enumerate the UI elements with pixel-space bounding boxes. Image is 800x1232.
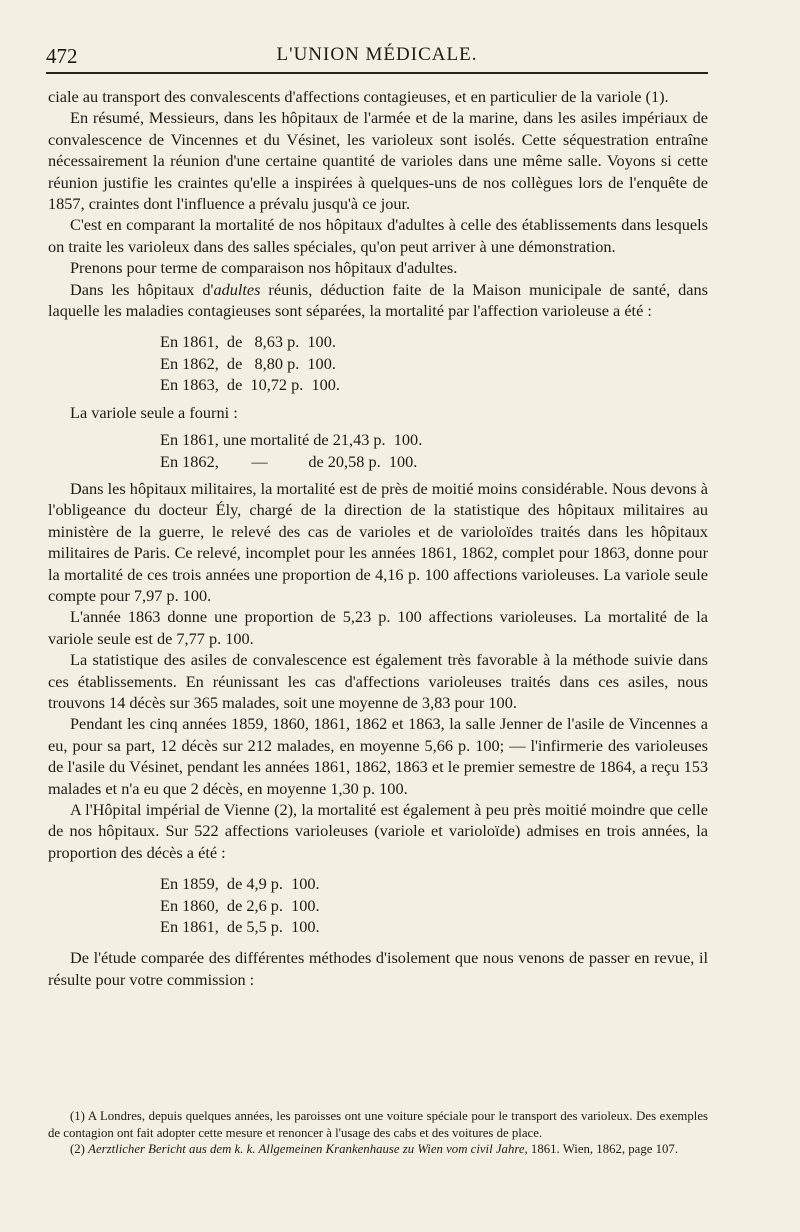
page-number: 472 [46, 44, 78, 68]
paragraph: En résumé, Messieurs, dans les hôpitaux de l'armée et de la marine, dans les asiles impériaux de convalescence de Vincennes et du Vésinet, les varioleux sont isolés. Cette séquestration entraîne nécessairement la réunion d'une certaine quantité de varioles dans une même salle. Voyons si cette réunion justifie les craintes qu'elle a inspirées à quelques-uns de nos collègues lors de l'enquête de 1857, craintes dont l'influence a prévalu jusqu'à ce jour. [48, 108, 708, 214]
data-row: En 1862, de 8,80 p. 100. [160, 353, 336, 373]
paragraph: Prenons pour terme de comparaison nos hôpitaux d'adultes. [70, 258, 458, 278]
data-row: En 1861, une mortalité de 21,43 p. 100. [160, 430, 423, 450]
paragraph: A l'Hôpital impérial de Vienne (2), la mortalité est également à peu près moitié moindre que celle de nos hôpitaux. Sur 522 affections varioleuses (variole et varioloïde) admises en trois années, la proportion des décès a été : [48, 800, 708, 862]
page-header [46, 42, 708, 72]
text-run-italic: adultes [213, 279, 261, 299]
data-row: En 1862, — de 20,58 p. 100. [160, 451, 418, 471]
paragraph: Pendant les cinq années 1859, 1860, 1861, 1862 et 1863, la salle Jenner de l'asile de Vincennes a eu, pour sa part, 12 décès sur 212 malades, en moyenne 5,66 p. 100; — l'infirmerie des varioleuses de l'asile du Vésinet, pendant les années 1861, 1862, 1863 et le premier semestre de 1864, a reçu 153 malades et n'a eu que 2 décès, en moyenne 1,30 p. 100. [48, 714, 708, 798]
data-row: En 1860, de 2,6 p. 100. [160, 895, 320, 915]
paragraph: L'année 1863 donne une proportion de 5,23 p. 100 affections varioleuses. La mortalité de la variole seule est de 7,77 p. 100. [48, 607, 708, 648]
text-run: réunis, déduction faite de la Maison municipale de santé, dans laquelle les maladies contagieuses sont séparées, la mortalité par l'affection varioleuse a été : [48, 279, 708, 321]
paragraph: C'est en comparant la mortalité de nos hôpitaux d'adultes à celle des établissements dans lesquels on traite les varioleux dans des salles spéciales, qu'on peut arriver à une démonstration. [48, 215, 708, 256]
footnote [48, 1141, 708, 1158]
paragraph: ciale au transport des convalescents d'affections contagieuses, et en particulier de la variole (1). [48, 87, 669, 106]
paragraph: La variole seule a fourni : [70, 402, 238, 422]
data-row: En 1863, de 10,72 p. 100. [160, 375, 340, 395]
text-run: Dans les hôpitaux d' [70, 279, 214, 299]
paragraph: Dans les hôpitaux militaires, la mortalité est de près de moitié moins considérable. Nous devons à l'obligeance du docteur Ély, chargé de la direction de la statistique des hôpitaux militaires au ministère de la guerre, le relevé des cas de varioles et de varioloïdes traités dans les hôpitaux militaires de Paris. Ce relevé, incomplet pour les années 1861, 1862, complet pour 1863, donne pour la mortalité de ces trois années une proportion de 4,16 p. 100 affections varioleuses. La variole seule compte pour 7,97 p. 100. [48, 478, 708, 605]
data-row: En 1861, de 5,5 p. 100. [160, 917, 320, 937]
footnote: (1) A Londres, depuis quelques années, les paroisses ont une voiture spéciale pour le transport des varioleux. Des exemples de contagion ont fait adopter cette mesure et renoncer à l'usage des cabs et des voitures de place. [48, 1109, 708, 1140]
header-rule [46, 72, 708, 74]
running-title: L'UNION MÉDICALE. [276, 44, 478, 65]
paragraph: De l'étude comparée des différentes méthodes d'isolement que nous venons de passer en revue, il résulte pour votre commission : [48, 948, 708, 989]
paragraph [48, 279, 708, 322]
text-run: 1861. Wien, 1862, page 107. [527, 1142, 679, 1156]
data-row: En 1859, de 4,9 p. 100. [160, 874, 320, 894]
body-text [48, 86, 708, 990]
paragraph: La statistique des asiles de convalescence est également très favorable à la méthode suivie dans ces établissements. En réunissant les cas d'affections varioleuses traités dans ces asiles, nous trouvons 14 décès sur 365 malades, soit une moyenne de 3,83 pour 100. [48, 650, 708, 712]
data-row: En 1861, de 8,63 p. 100. [160, 332, 336, 352]
footnote-citation: Aerztlicher Bericht aus dem k. k. Allgemeinen Krankenhause zu Wien vom civil Jahre, [88, 1142, 528, 1156]
footnote-number: (2) [70, 1142, 89, 1156]
footnotes [48, 1108, 708, 1158]
